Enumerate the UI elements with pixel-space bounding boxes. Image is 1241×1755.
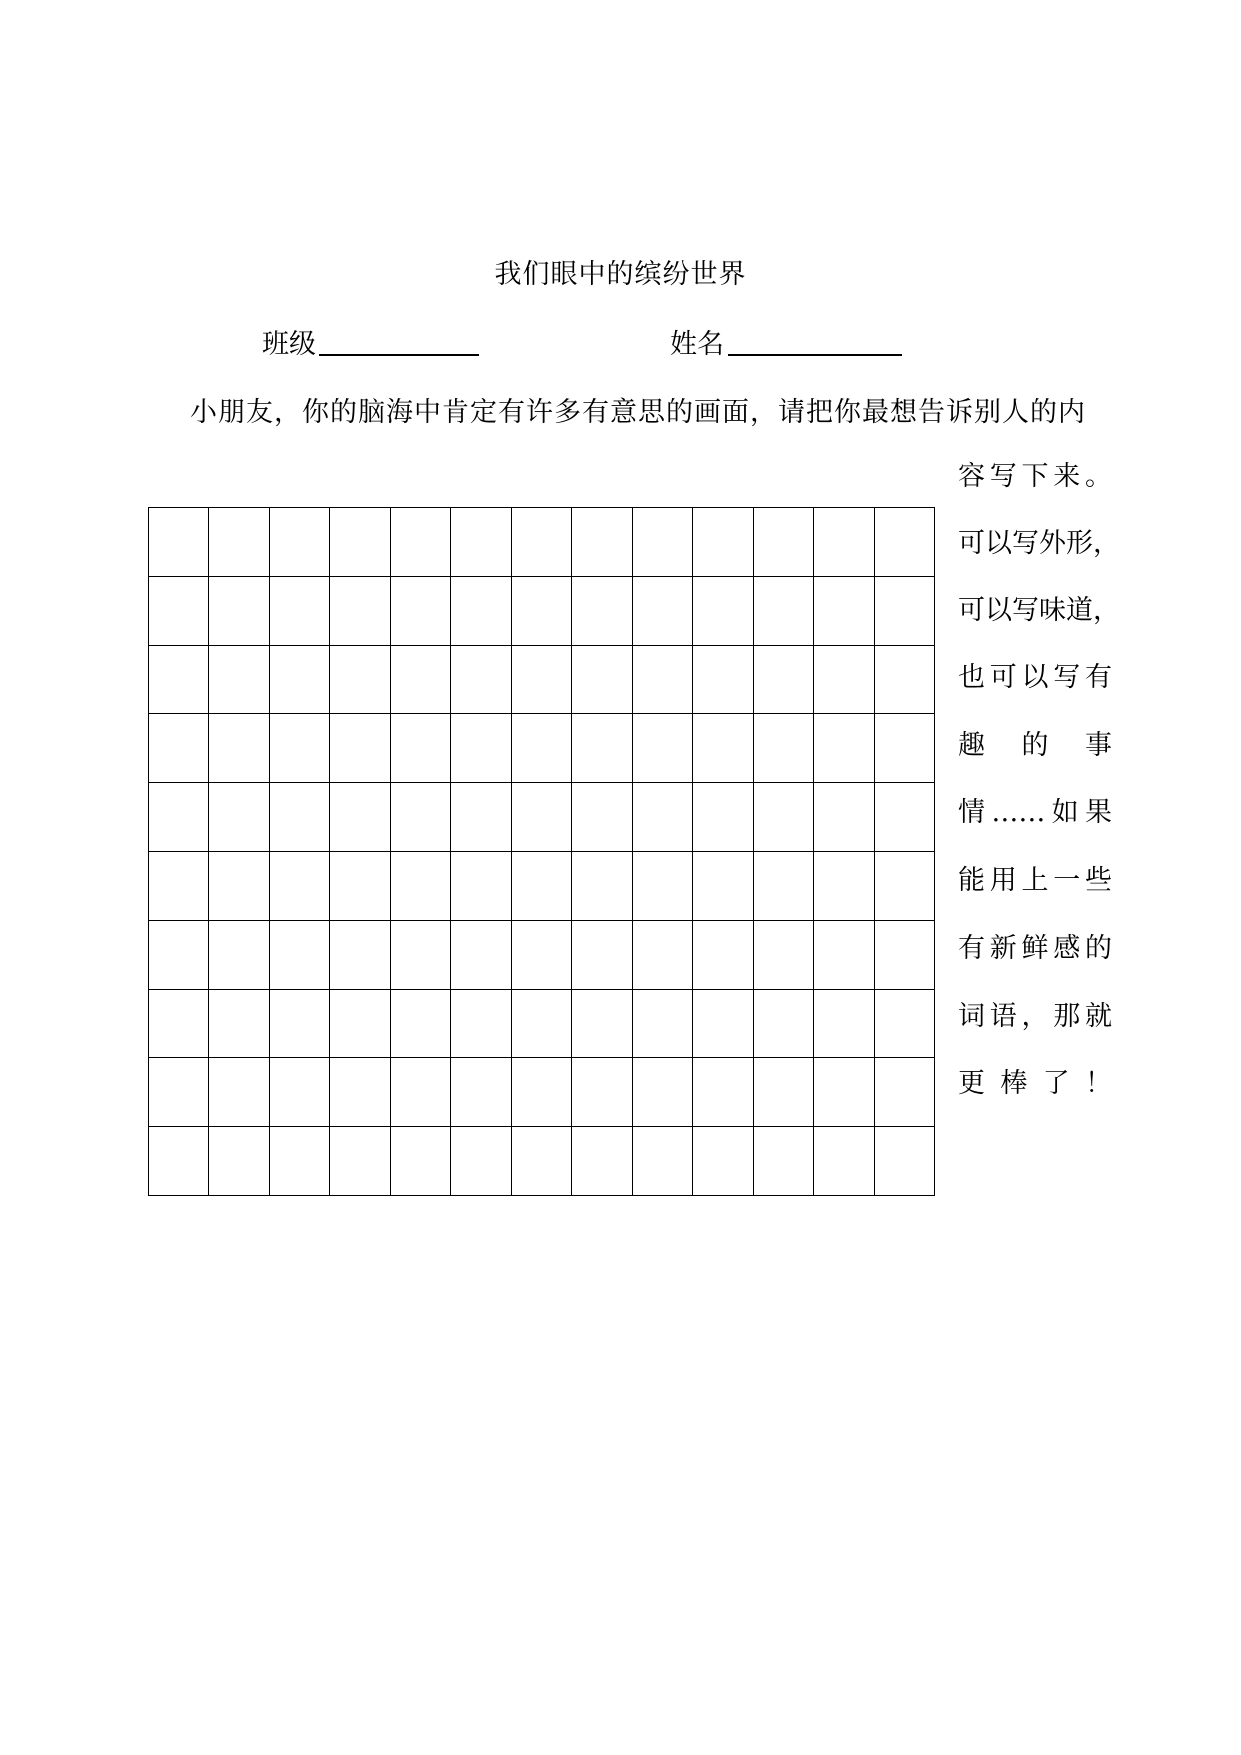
grid-cell[interactable] [512, 1058, 572, 1127]
side-instruction-line: 可以写味道， [958, 595, 1120, 626]
grid-cell[interactable] [391, 714, 451, 783]
grid-cell[interactable] [330, 714, 390, 783]
side-instruction-line: 可以写外形， [958, 528, 1120, 559]
side-instruction-line: 词语，那就 [958, 1001, 1112, 1032]
grid-cell[interactable] [814, 852, 874, 921]
grid-cell[interactable] [209, 1127, 269, 1196]
grid-cell[interactable] [209, 714, 269, 783]
grid-cell[interactable] [693, 921, 753, 990]
writing-grid [148, 507, 935, 1196]
worksheet-title: 我们眼中的缤纷世界 [494, 259, 747, 290]
grid-cell[interactable] [209, 577, 269, 646]
grid-cell[interactable] [754, 508, 814, 577]
grid-cell[interactable] [875, 646, 935, 715]
grid-cell[interactable] [149, 990, 209, 1059]
grid-cell[interactable] [754, 714, 814, 783]
grid-cell[interactable] [270, 508, 330, 577]
grid-cell[interactable] [391, 1127, 451, 1196]
grid-cell[interactable] [209, 990, 269, 1059]
grid-cell[interactable] [875, 1127, 935, 1196]
grid-cell[interactable] [330, 1058, 390, 1127]
grid-cell[interactable] [875, 921, 935, 990]
grid-cell[interactable] [149, 508, 209, 577]
grid-cell[interactable] [875, 508, 935, 577]
grid-cell[interactable] [270, 921, 330, 990]
grid-cell[interactable] [754, 783, 814, 852]
grid-cell[interactable] [209, 852, 269, 921]
grid-cell[interactable] [754, 1127, 814, 1196]
grid-cell[interactable] [391, 508, 451, 577]
grid-cell[interactable] [633, 990, 693, 1059]
instruction-text: 小朋友，你的脑海中肯定有许多有意思的画面，请把你最想告诉别人的内 [190, 397, 1086, 428]
grid-cell[interactable] [814, 577, 874, 646]
grid-cell[interactable] [391, 1058, 451, 1127]
grid-cell[interactable] [633, 1127, 693, 1196]
grid-cell[interactable] [572, 921, 632, 990]
grid-cell[interactable] [270, 852, 330, 921]
grid-cell[interactable] [814, 508, 874, 577]
grid-cell[interactable] [693, 783, 753, 852]
grid-cell[interactable] [451, 508, 511, 577]
grid-cell[interactable] [270, 1058, 330, 1127]
grid-cell[interactable] [693, 508, 753, 577]
side-instruction-line: 容写下来。 [958, 461, 1112, 492]
grid-cell[interactable] [451, 1058, 511, 1127]
grid-cell[interactable] [572, 990, 632, 1059]
side-instruction-line: 有新鲜感的 [958, 933, 1112, 964]
grid-cell[interactable] [209, 1058, 269, 1127]
grid-cell[interactable] [512, 852, 572, 921]
grid-cell[interactable] [754, 990, 814, 1059]
grid-cell[interactable] [512, 1127, 572, 1196]
class-input-line[interactable] [319, 354, 479, 356]
side-instruction-line: 更棒了！ [958, 1068, 1112, 1099]
grid-cell[interactable] [754, 921, 814, 990]
grid-cell[interactable] [391, 577, 451, 646]
grid-cell[interactable] [209, 921, 269, 990]
grid-cell[interactable] [875, 1058, 935, 1127]
side-instruction-line: 情……如果 [958, 797, 1112, 828]
grid-cell[interactable] [754, 646, 814, 715]
grid-cell[interactable] [754, 577, 814, 646]
grid-cell[interactable] [391, 990, 451, 1059]
name-label: 姓名 [670, 329, 724, 360]
grid-cell[interactable] [270, 783, 330, 852]
grid-cell[interactable] [693, 1127, 753, 1196]
grid-cell[interactable] [572, 577, 632, 646]
grid-cell[interactable] [330, 852, 390, 921]
grid-cell[interactable] [633, 577, 693, 646]
grid-cell[interactable] [814, 921, 874, 990]
grid-cell[interactable] [451, 852, 511, 921]
grid-cell[interactable] [330, 1127, 390, 1196]
grid-cell[interactable] [572, 714, 632, 783]
grid-cell[interactable] [875, 714, 935, 783]
grid-cell[interactable] [633, 714, 693, 783]
grid-cell[interactable] [693, 714, 753, 783]
grid-cell[interactable] [149, 577, 209, 646]
grid-cell[interactable] [512, 921, 572, 990]
grid-cell[interactable] [451, 1127, 511, 1196]
grid-cell[interactable] [451, 714, 511, 783]
grid-cell[interactable] [451, 990, 511, 1059]
grid-cell[interactable] [512, 783, 572, 852]
grid-cell[interactable] [149, 1058, 209, 1127]
grid-cell[interactable] [633, 1058, 693, 1127]
grid-cell[interactable] [875, 990, 935, 1059]
grid-cell[interactable] [270, 990, 330, 1059]
grid-cell[interactable] [512, 646, 572, 715]
grid-cell[interactable] [149, 921, 209, 990]
name-input-line[interactable] [728, 354, 902, 356]
grid-cell[interactable] [270, 1127, 330, 1196]
grid-cell[interactable] [572, 852, 632, 921]
grid-cell[interactable] [875, 783, 935, 852]
grid-cell[interactable] [512, 577, 572, 646]
grid-cell[interactable] [391, 646, 451, 715]
grid-cell[interactable] [754, 852, 814, 921]
side-instruction-line: 也可以写有 [958, 662, 1112, 693]
grid-cell[interactable] [814, 1058, 874, 1127]
grid-cell[interactable] [633, 508, 693, 577]
grid-cell[interactable] [633, 921, 693, 990]
grid-cell[interactable] [330, 921, 390, 990]
grid-cell[interactable] [149, 783, 209, 852]
grid-cell[interactable] [633, 646, 693, 715]
grid-cell[interactable] [572, 508, 632, 577]
side-instruction-line: 能用上一些 [958, 865, 1112, 896]
grid-cell[interactable] [451, 783, 511, 852]
grid-cell[interactable] [572, 1058, 632, 1127]
grid-cell[interactable] [149, 646, 209, 715]
grid-cell[interactable] [814, 990, 874, 1059]
grid-cell[interactable] [814, 646, 874, 715]
grid-cell[interactable] [330, 577, 390, 646]
grid-cell[interactable] [572, 783, 632, 852]
grid-cell[interactable] [693, 990, 753, 1059]
grid-cell[interactable] [693, 852, 753, 921]
grid-cell[interactable] [875, 852, 935, 921]
grid-cell[interactable] [209, 508, 269, 577]
class-label: 班级 [262, 329, 316, 360]
grid-cell[interactable] [330, 508, 390, 577]
grid-cell[interactable] [330, 646, 390, 715]
grid-cell[interactable] [270, 646, 330, 715]
grid-cell[interactable] [633, 783, 693, 852]
grid-cell[interactable] [149, 1127, 209, 1196]
grid-cell[interactable] [391, 852, 451, 921]
grid-cell[interactable] [633, 852, 693, 921]
grid-cell[interactable] [330, 990, 390, 1059]
grid-cell[interactable] [451, 921, 511, 990]
side-instruction-line: 趣的事 [958, 730, 1112, 761]
grid-cell[interactable] [391, 783, 451, 852]
grid-cell[interactable] [814, 783, 874, 852]
grid-cell[interactable] [270, 577, 330, 646]
grid-cell[interactable] [149, 852, 209, 921]
grid-cell[interactable] [391, 921, 451, 990]
grid-cell[interactable] [754, 1058, 814, 1127]
grid-cell[interactable] [693, 1058, 753, 1127]
grid-cell[interactable] [814, 1127, 874, 1196]
grid-cell[interactable] [693, 646, 753, 715]
grid-cell[interactable] [209, 646, 269, 715]
grid-cell[interactable] [693, 577, 753, 646]
grid-cell[interactable] [875, 577, 935, 646]
grid-cell[interactable] [270, 714, 330, 783]
grid-cell[interactable] [512, 990, 572, 1059]
grid-cell[interactable] [451, 577, 511, 646]
grid-cell[interactable] [512, 508, 572, 577]
grid-cell[interactable] [572, 1127, 632, 1196]
grid-cell[interactable] [330, 783, 390, 852]
grid-cell[interactable] [572, 646, 632, 715]
grid-cell[interactable] [451, 646, 511, 715]
grid-cell[interactable] [814, 714, 874, 783]
grid-cell[interactable] [149, 714, 209, 783]
grid-cell[interactable] [209, 783, 269, 852]
grid-cell[interactable] [512, 714, 572, 783]
